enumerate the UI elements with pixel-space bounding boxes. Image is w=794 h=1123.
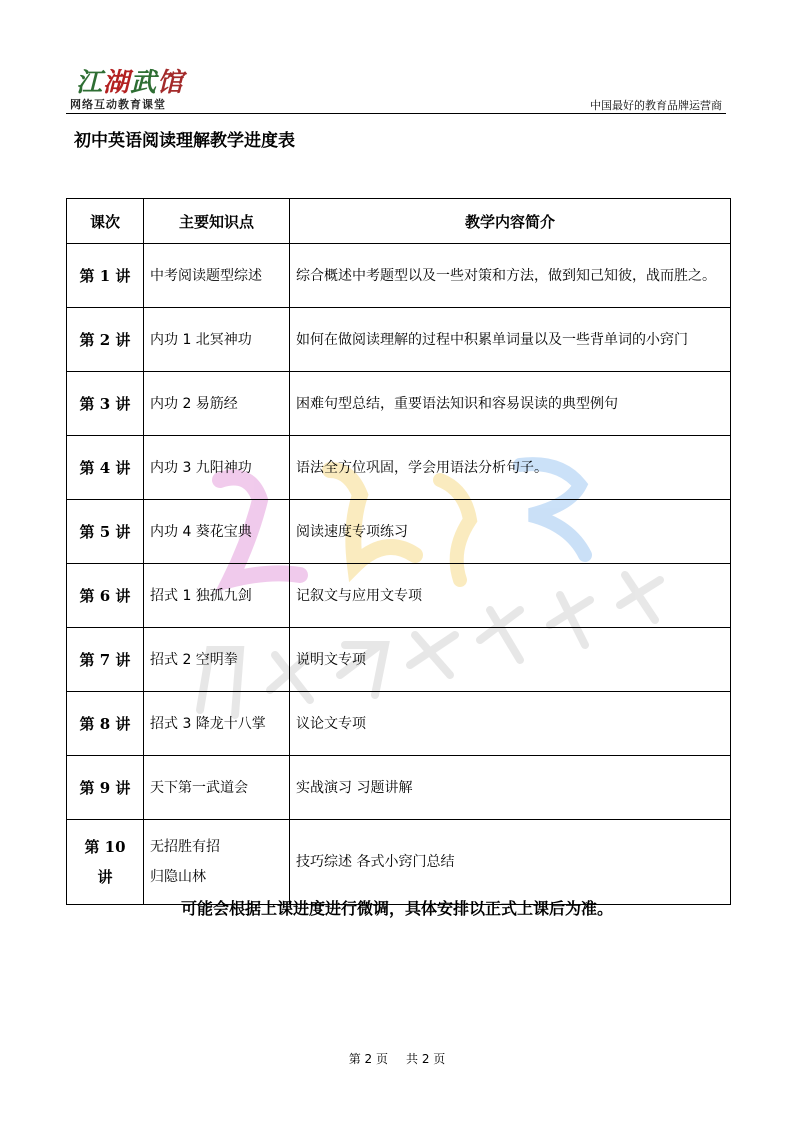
lesson-cell: 第 9 讲 <box>67 756 144 820</box>
lesson-cell <box>67 820 144 905</box>
page-footer <box>0 1050 794 1067</box>
content-cell: 综合概述中考题型以及一些对策和方法，做到知己知彼，战而胜之。 <box>290 244 731 308</box>
content-cell: 议论文专项 <box>290 692 731 756</box>
lesson-cell: 第 2 讲 <box>67 308 144 372</box>
topic-cell: 内功 2 易筋经 <box>144 372 290 436</box>
logo-char-3: 武 <box>130 68 158 98</box>
table-row <box>67 628 731 692</box>
lesson-line-1: 第 10 <box>84 838 126 856</box>
header-divider <box>66 113 726 114</box>
lesson-cell: 第 6 讲 <box>67 564 144 628</box>
lesson-cell: 第 4 讲 <box>67 436 144 500</box>
document-title: 初中英语阅读理解教学进度表 <box>74 131 295 151</box>
topic-line-2: 归隐山林 <box>150 869 206 885</box>
lesson-cell: 第 8 讲 <box>67 692 144 756</box>
content-cell: 实战演习 习题讲解 <box>290 756 731 820</box>
lesson-line-2: 讲 <box>97 868 113 886</box>
header-lesson: 课次 <box>67 199 144 244</box>
topic-cell: 内功 1 北冥神功 <box>144 308 290 372</box>
topic-cell: 内功 3 九阳神功 <box>144 436 290 500</box>
content-cell: 如何在做阅读理解的过程中积累单词量以及一些背单词的小窍门 <box>290 308 731 372</box>
lesson-cell: 第 3 讲 <box>67 372 144 436</box>
header-topic: 主要知识点 <box>144 199 290 244</box>
logo-title <box>76 62 184 99</box>
page-total: 共 2 页 <box>406 1052 446 1066</box>
course-schedule-table <box>66 198 731 905</box>
logo-char-1: 江 <box>76 68 104 98</box>
content-cell: 困难句型总结，重要语法知识和容易误读的典型例句 <box>290 372 731 436</box>
topic-cell: 中考阅读题型综述 <box>144 244 290 308</box>
page-number: 第 2 页 <box>348 1052 388 1066</box>
content-cell: 语法全方位巩固，学会用语法分析句子。 <box>290 436 731 500</box>
schedule-note: 可能会根据上课进度进行微调，具体安排以正式上课后为准。 <box>180 899 613 918</box>
logo-char-4: 馆 <box>157 68 185 98</box>
table-row <box>67 820 731 905</box>
lesson-cell: 第 7 讲 <box>67 628 144 692</box>
topic-cell: 招式 2 空明拳 <box>144 628 290 692</box>
header-tagline: 中国最好的教育品牌运营商 <box>590 99 722 112</box>
topic-cell: 招式 3 降龙十八掌 <box>144 692 290 756</box>
topic-cell: 招式 1 独孤九剑 <box>144 564 290 628</box>
table-row <box>67 564 731 628</box>
table-row <box>67 692 731 756</box>
topic-cell <box>144 820 290 905</box>
content-cell: 说明文专项 <box>290 628 731 692</box>
lesson-cell: 第 1 讲 <box>67 244 144 308</box>
topic-line-1: 无招胜有招 <box>150 839 220 855</box>
content-cell: 技巧综述 各式小窍门总结 <box>290 820 731 905</box>
content-cell: 记叙文与应用文专项 <box>290 564 731 628</box>
table-row <box>67 372 731 436</box>
table-row <box>67 244 731 308</box>
table-header-row <box>67 199 731 244</box>
company-logo <box>70 62 200 112</box>
table-row <box>67 756 731 820</box>
topic-cell: 天下第一武道会 <box>144 756 290 820</box>
header-content: 教学内容简介 <box>290 199 731 244</box>
logo-subtitle: 网络互动教育课堂 <box>70 98 166 111</box>
content-cell: 阅读速度专项练习 <box>290 500 731 564</box>
logo-char-2: 湖 <box>103 68 131 98</box>
table-row <box>67 308 731 372</box>
table-row <box>67 500 731 564</box>
table-row <box>67 436 731 500</box>
lesson-cell: 第 5 讲 <box>67 500 144 564</box>
topic-cell: 内功 4 葵花宝典 <box>144 500 290 564</box>
